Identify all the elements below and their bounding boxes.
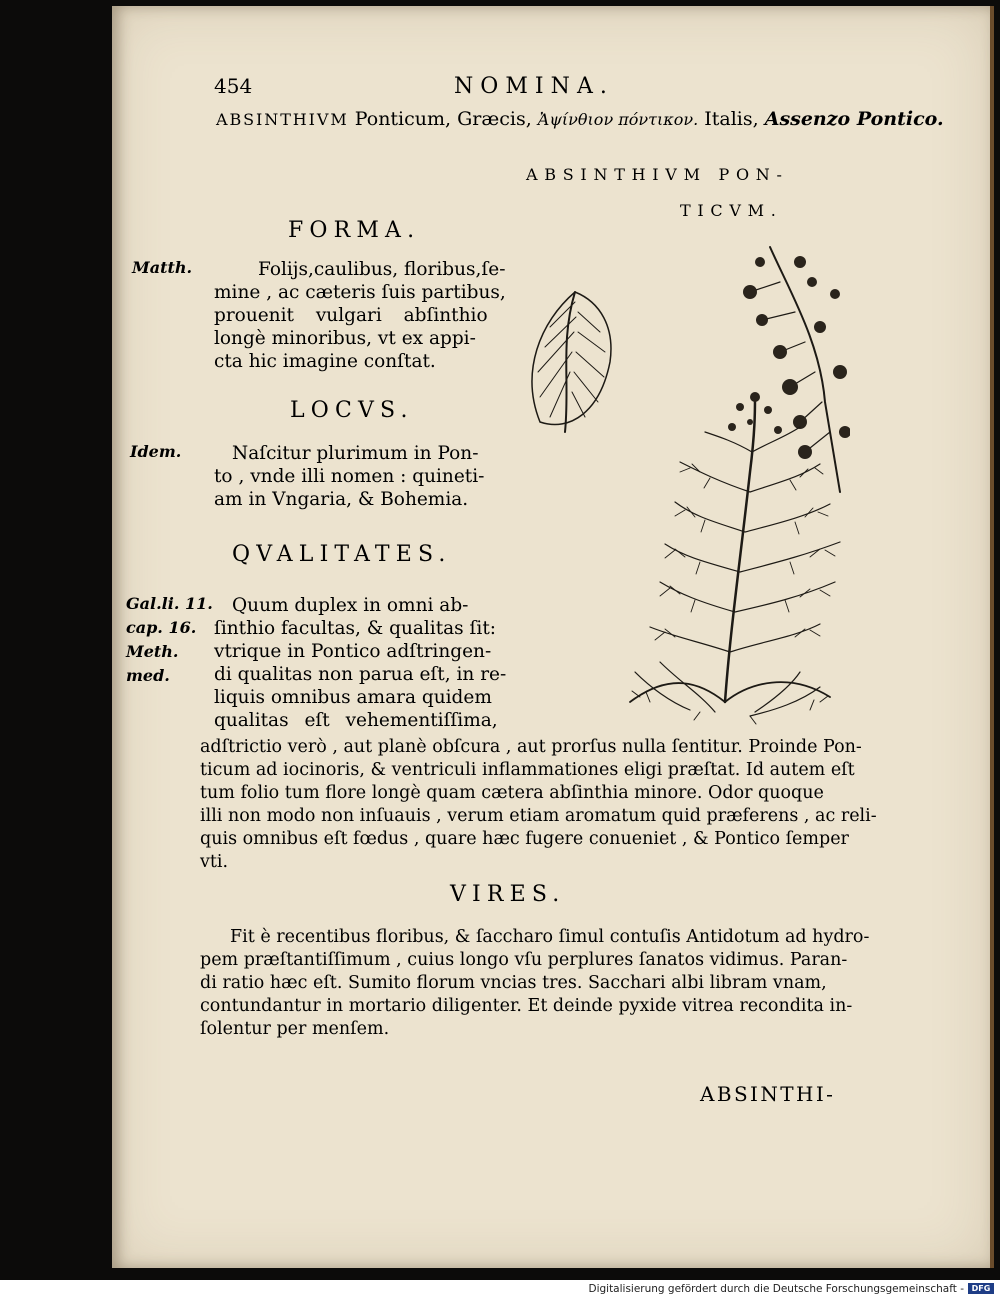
margin-note-matth: Matth. [132,258,193,277]
heading-vires: VIRES. [450,882,566,907]
heading-forma: FORMA. [288,218,421,243]
text-line: mine , ac cæteris ſuis partibus, [214,282,506,303]
text-line: ticum ad iocinoris, & ventriculi inflammationes eligi præſtat. Id autem eſt [200,760,855,780]
running-head: NOMINA. [454,74,614,99]
plant-woodcut-icon [500,232,850,728]
text-line: cta hic imagine conſtat. [214,351,436,372]
text-line: longè minoribus, vt ex appi- [214,328,476,349]
figure-caption-line2: TICVM. [680,201,783,220]
text-line: qualitas eſt vehementiſſima, [214,710,498,731]
text-line: pem præſtantiſſimum , cuius longo vſu perplures ſanatos vidimus. Paran- [200,950,848,970]
heading-locus: LOCVS. [290,398,414,423]
text-line: Fit è recentibus floribus, & ſaccharo ſimul contuſis Antidotum ad hydro- [230,927,870,947]
text-line: Naſcitur plurimum in Pon- [232,443,479,464]
text-line: di qualitas non parua eſt, in re- [214,664,507,685]
text-line: adſtrictio verò , aut planè obſcura , aut prorſus nulla ſentitur. Proinde Pon- [200,737,862,757]
text-line: illi non modo non inſuauis , verum etiam aromatum quid præferens , ac reli- [200,806,877,826]
latin-name-rest: Ponticum, Græcis, [354,108,532,130]
greek-name: Ἀψίνθιον πόντικον. [537,110,699,129]
funding-credit: Digitalisierung gefördert durch die Deutsche Forschungsgemeinschaft - [588,1283,964,1295]
catchword: ABSINTHI- [700,1082,836,1106]
dfg-logo: DFG [968,1283,994,1294]
text-line: liquis omnibus amara quidem [214,687,492,708]
text-line: Quum duplex in omni ab- [232,595,469,616]
text-line: quis omnibus eſt fœdus , quare hæc fugere conueniet , & Pontico ſemper [200,829,849,849]
text-line: vti. [200,852,229,872]
text-line: Folijs,caulibus, floribus,ſe- [258,259,506,280]
page-edge [990,6,994,1268]
margin-note-med: med. [126,666,170,685]
text-line: vtrique in Pontico adſtringen- [214,641,492,662]
text-line: ſolentur per menſem. [200,1019,390,1039]
text-line: tum folio tum flore longè quam cætera abſinthia minore. Odor quoque [200,783,824,803]
italian-name: Assenzo Pontico. [764,108,944,130]
text-line: di ratio hæc eſt. Sumito florum vncias tres. Sacchari albi libram vnam, [200,973,827,993]
heading-qualitates: QVALITATES. [232,542,452,567]
italis-label: Italis, [704,108,759,130]
forma-text [232,258,532,281]
margin-note-meth: Meth. [126,642,179,661]
latin-name-caps: ABSINTHIVM [216,110,349,129]
plant-names-line [216,108,944,130]
page-number: 454 [214,74,253,98]
text-line: ſinthio facultas, & qualitas ſit: [214,618,496,639]
figure-caption-line1: ABSINTHIVM PON- [526,165,789,184]
margin-note-idem: Idem. [130,442,182,461]
text-line: am in Vngaria, & Bohemia. [214,489,469,510]
margin-note-cap: cap. 16. [126,618,197,637]
text-line: contundantur in mortario diligenter. Et deinde pyxide vitrea recondita in- [200,996,853,1016]
text-line: prouenit vulgari abſinthio [214,305,488,326]
text-line: to , vnde illi nomen : quineti- [214,466,485,487]
margin-note-gal: Gal.li. 11. [126,594,213,613]
